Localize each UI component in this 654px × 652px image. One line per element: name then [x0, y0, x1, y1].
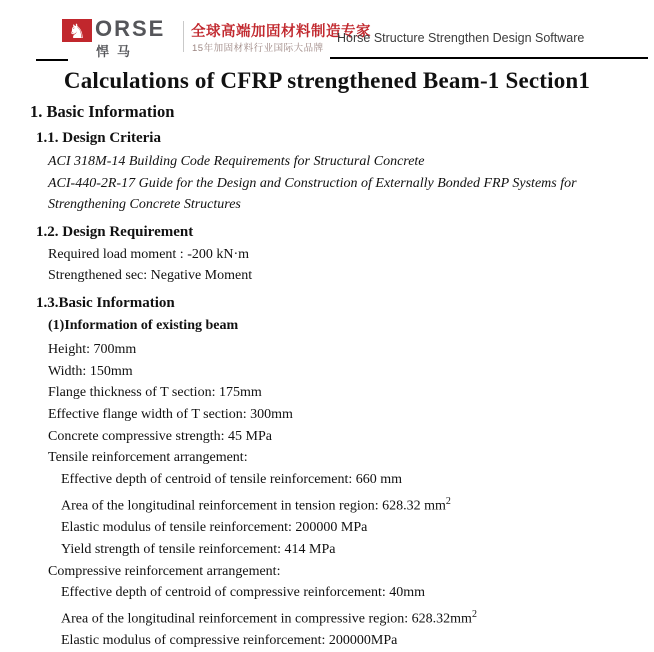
software-name: Horse Structure Strengthen Design Software: [337, 31, 585, 45]
criteria-line: ACI-440-2R-17 Guide for the Design and Construction of Externally Bonded FRP Systems for: [48, 175, 577, 191]
existing-beam-details: [48, 339, 654, 652]
brand-slogan-sub: 15年加固材料行业国际大品牌: [192, 43, 324, 54]
info-line: Concrete compressive strength: 45 MPa: [48, 428, 272, 444]
info-line: Tensile reinforcement arrangement:: [48, 450, 248, 466]
info-line: Flange thickness of T section: 175mm: [48, 385, 262, 401]
knight-glyph: ♞: [68, 18, 86, 43]
heading-design-criteria: 1.1. Design Criteria: [36, 130, 161, 146]
requirement-line: Strengthened sec: Negative Moment: [48, 268, 253, 284]
design-requirement-text: [48, 244, 654, 287]
info-line: Yield strength of tensile reinforcement: 414 MPa: [61, 541, 336, 557]
criteria-line: Strengthening Concrete Structures: [48, 197, 241, 212]
criteria-line: ACI 318M-14 Building Code Requirements for Structural Concrete: [48, 154, 425, 169]
info-line: Compressive reinforcement arrangement:: [48, 563, 281, 579]
design-criteria-text: [48, 151, 654, 216]
heading-basic-information: 1. Basic Information: [30, 102, 175, 121]
info-line: Height: 700mm: [48, 341, 137, 357]
horse-knight-icon: [62, 19, 92, 42]
report-header: [0, 0, 654, 62]
brand-slogan-main: 全球高端加固材料制造专家: [191, 24, 371, 40]
heading-design-requirement: 1.2. Design Requirement: [36, 223, 194, 240]
info-line: Effective depth of centroid of compressive reinforcement: 40mm: [61, 585, 425, 601]
brand-wordmark: ORSE: [95, 16, 166, 41]
info-line: Elastic modulus of compressive reinforcement: 200000MPa: [61, 633, 398, 649]
heading-basic-information-13: 1.3.Basic Information: [36, 294, 175, 311]
info-line: Area of the longitudinal reinforcement in tension region: 628.32 $mm^2$: [61, 495, 451, 514]
info-line: Effective flange width of T section: 300mm: [48, 407, 293, 423]
header-rule-right: [330, 57, 648, 59]
page-title: Calculations of CFRP strengthened Beam-1 Section1: [63, 68, 591, 93]
header-rule-left: [36, 59, 68, 61]
requirement-line: Required load moment : -200 kN·m: [48, 246, 250, 262]
subheading-existing-beam: (1)Information of existing beam: [48, 317, 239, 333]
info-line: Effective depth of centroid of tensile reinforcement: 660 mm: [61, 472, 403, 488]
info-line: Elastic modulus of tensile reinforcement: 200000 MPa: [61, 520, 368, 536]
info-line: Area of the longitudinal reinforcement in compressive region: $628.32mm^2$: [61, 609, 477, 627]
brand-chinese-name: 悍马: [96, 44, 139, 59]
info-line: Width: 150mm: [48, 363, 133, 379]
logo-divider: [183, 21, 184, 52]
